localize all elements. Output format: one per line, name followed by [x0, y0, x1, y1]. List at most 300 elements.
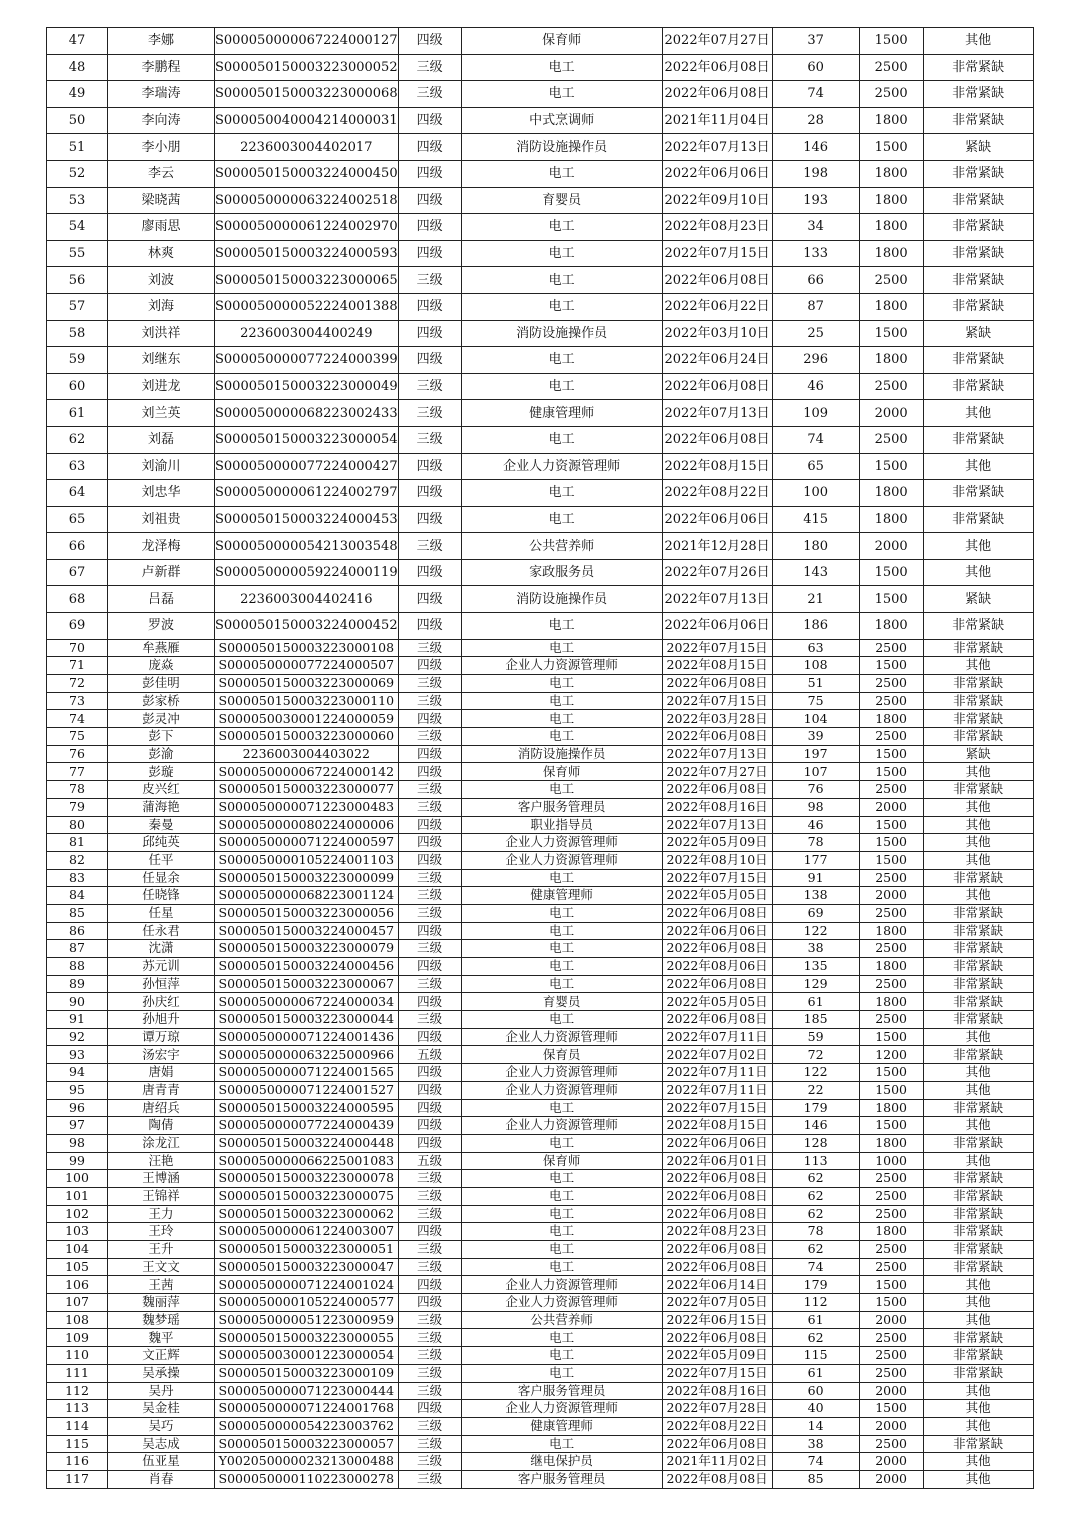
seq-cell: 90: [47, 993, 108, 1011]
count-cell: 72: [772, 1046, 859, 1064]
occupation-cell: 电工: [461, 267, 662, 294]
certificate-no-cell: S000050000067224000142: [215, 763, 399, 781]
count-cell: 78: [772, 834, 859, 852]
seq-cell: 87: [47, 940, 108, 958]
certificate-no-cell: S000050150003223000067: [215, 975, 399, 993]
level-cell: 四级: [398, 1134, 461, 1152]
certificate-no-cell: S000050000071224000597: [215, 834, 399, 852]
certificate-no-cell: S000050000061224003007: [215, 1223, 399, 1241]
count-cell: 66: [772, 267, 859, 294]
certificate-no-cell: S000050150003223000052: [215, 54, 399, 81]
date-cell: 2022年08月16日: [662, 798, 772, 816]
count-cell: 108: [772, 657, 859, 675]
count-cell: 107: [772, 763, 859, 781]
occupation-cell: 电工: [461, 426, 662, 453]
category-cell: 非常紧缺: [923, 426, 1033, 453]
date-cell: 2022年07月15日: [662, 869, 772, 887]
certificate-no-cell: S000050000063225000966: [215, 1046, 399, 1064]
category-cell: 非常紧缺: [923, 373, 1033, 400]
name-cell: 廖雨思: [108, 214, 215, 241]
count-cell: 28: [772, 107, 859, 134]
certificate-no-cell: S000050150003223000075: [215, 1187, 399, 1205]
name-cell: 任永君: [108, 922, 215, 940]
seq-cell: 49: [47, 81, 108, 108]
table-row: [47, 922, 1034, 940]
date-cell: 2022年06月14日: [662, 1276, 772, 1294]
count-cell: 25: [772, 320, 859, 347]
seq-cell: 114: [47, 1417, 108, 1435]
date-cell: 2022年07月15日: [662, 1364, 772, 1382]
level-cell: 四级: [398, 586, 461, 613]
seq-cell: 65: [47, 506, 108, 533]
name-cell: 任平: [108, 851, 215, 869]
name-cell: 刘渝川: [108, 453, 215, 480]
seq-cell: 77: [47, 763, 108, 781]
table-row: [47, 293, 1034, 320]
seq-cell: 84: [47, 887, 108, 905]
date-cell: 2022年06月08日: [662, 373, 772, 400]
level-cell: 三级: [398, 267, 461, 294]
name-cell: 王升: [108, 1241, 215, 1259]
table-row: [47, 834, 1034, 852]
certificate-no-cell: S000050000110223000278: [215, 1470, 399, 1488]
category-cell: 非常紧缺: [923, 54, 1033, 81]
date-cell: 2022年07月28日: [662, 1400, 772, 1418]
certificate-no-cell: S000050150003224000595: [215, 1099, 399, 1117]
count-cell: 74: [772, 1258, 859, 1276]
certificate-no-cell: S000050000067224000127: [215, 28, 399, 55]
date-cell: 2022年06月06日: [662, 160, 772, 187]
certificate-no-cell: S000050000071223000483: [215, 798, 399, 816]
name-cell: 皮兴红: [108, 781, 215, 799]
amount-cell: 2000: [859, 400, 923, 427]
certificate-no-cell: S000050150003223000060: [215, 728, 399, 746]
certificate-no-cell: S000050150003223000049: [215, 373, 399, 400]
certificate-no-cell: S000050000071224001436: [215, 1028, 399, 1046]
date-cell: 2022年08月08日: [662, 1470, 772, 1488]
name-cell: 彭璇: [108, 763, 215, 781]
count-cell: 69: [772, 904, 859, 922]
category-cell: 其他: [923, 1470, 1033, 1488]
amount-cell: 1800: [859, 710, 923, 728]
amount-cell: 2000: [859, 1417, 923, 1435]
certificate-no-cell: S000050000066225001083: [215, 1152, 399, 1170]
level-cell: 四级: [398, 958, 461, 976]
seq-cell: 47: [47, 28, 108, 55]
category-cell: 非常紧缺: [923, 347, 1033, 374]
category-cell: 其他: [923, 1294, 1033, 1312]
seq-cell: 102: [47, 1205, 108, 1223]
category-cell: 非常紧缺: [923, 214, 1033, 241]
count-cell: 133: [772, 240, 859, 267]
amount-cell: 1800: [859, 613, 923, 640]
name-cell: 林爽: [108, 240, 215, 267]
date-cell: 2022年07月11日: [662, 1081, 772, 1099]
certificate-no-cell: S000050150003223000055: [215, 1329, 399, 1347]
certificate-no-cell: S000050000071223000444: [215, 1382, 399, 1400]
name-cell: 彭家桥: [108, 692, 215, 710]
table-row: [47, 1081, 1034, 1099]
seq-cell: 92: [47, 1028, 108, 1046]
category-cell: 非常紧缺: [923, 639, 1033, 657]
amount-cell: 2500: [859, 426, 923, 453]
level-cell: 四级: [398, 240, 461, 267]
table-row: [47, 1241, 1034, 1259]
occupation-cell: 消防设施操作员: [461, 586, 662, 613]
level-cell: 四级: [398, 922, 461, 940]
date-cell: 2022年06月08日: [662, 54, 772, 81]
count-cell: 60: [772, 54, 859, 81]
count-cell: 112: [772, 1294, 859, 1312]
certificate-no-cell: 2236003004402416: [215, 586, 399, 613]
category-cell: 非常紧缺: [923, 1329, 1033, 1347]
certificate-no-cell: S000050150003223000062: [215, 1205, 399, 1223]
occupation-cell: 企业人力资源管理师: [461, 1081, 662, 1099]
category-cell: 紧缺: [923, 745, 1033, 763]
date-cell: 2022年07月13日: [662, 816, 772, 834]
occupation-cell: 电工: [461, 1258, 662, 1276]
amount-cell: 2500: [859, 1435, 923, 1453]
amount-cell: 2500: [859, 1205, 923, 1223]
seq-cell: 108: [47, 1311, 108, 1329]
table-row: [47, 1187, 1034, 1205]
date-cell: 2022年09月10日: [662, 187, 772, 214]
date-cell: 2022年06月08日: [662, 975, 772, 993]
date-cell: 2022年06月08日: [662, 1241, 772, 1259]
certificate-no-cell: S000050150003223000057: [215, 1435, 399, 1453]
occupation-cell: 电工: [461, 240, 662, 267]
certificate-no-cell: S000050000071224001024: [215, 1276, 399, 1294]
level-cell: 四级: [398, 745, 461, 763]
count-cell: 37: [772, 28, 859, 55]
table-body: [47, 28, 1034, 1489]
category-cell: 其他: [923, 798, 1033, 816]
certificate-no-cell: S000050000105224001103: [215, 851, 399, 869]
amount-cell: 2000: [859, 1453, 923, 1471]
occupation-cell: 保育师: [461, 28, 662, 55]
category-cell: 非常紧缺: [923, 1170, 1033, 1188]
level-cell: 五级: [398, 1152, 461, 1170]
name-cell: 唐青青: [108, 1081, 215, 1099]
certificate-no-cell: S000050000068223001124: [215, 887, 399, 905]
amount-cell: 1800: [859, 214, 923, 241]
amount-cell: 2500: [859, 373, 923, 400]
level-cell: 五级: [398, 1046, 461, 1064]
seq-cell: 103: [47, 1223, 108, 1241]
table-row: [47, 267, 1034, 294]
table-row: [47, 993, 1034, 1011]
level-cell: 三级: [398, 1453, 461, 1471]
count-cell: 60: [772, 1382, 859, 1400]
table-row: [47, 1117, 1034, 1135]
occupation-cell: 中式烹调师: [461, 107, 662, 134]
amount-cell: 1800: [859, 107, 923, 134]
occupation-cell: 客户服务管理员: [461, 1470, 662, 1488]
amount-cell: 2500: [859, 1011, 923, 1029]
amount-cell: 1500: [859, 851, 923, 869]
table-row: [47, 1364, 1034, 1382]
date-cell: 2022年08月22日: [662, 480, 772, 507]
occupation-cell: 企业人力资源管理师: [461, 851, 662, 869]
certificate-no-cell: S000050000059224000119: [215, 559, 399, 586]
occupation-cell: 保育师: [461, 1152, 662, 1170]
amount-cell: 1800: [859, 187, 923, 214]
category-cell: 紧缺: [923, 320, 1033, 347]
amount-cell: 1800: [859, 922, 923, 940]
category-cell: 其他: [923, 1400, 1033, 1418]
date-cell: 2022年07月13日: [662, 586, 772, 613]
seq-cell: 51: [47, 134, 108, 161]
level-cell: 四级: [398, 816, 461, 834]
date-cell: 2022年07月11日: [662, 1028, 772, 1046]
level-cell: 三级: [398, 692, 461, 710]
level-cell: 四级: [398, 480, 461, 507]
category-cell: 其他: [923, 1382, 1033, 1400]
date-cell: 2022年08月15日: [662, 657, 772, 675]
level-cell: 四级: [398, 559, 461, 586]
certificate-no-cell: S000050150003223000065: [215, 267, 399, 294]
amount-cell: 2500: [859, 1170, 923, 1188]
certificate-no-cell: S000050000077224000507: [215, 657, 399, 675]
count-cell: 63: [772, 639, 859, 657]
level-cell: 四级: [398, 763, 461, 781]
table-row: [47, 81, 1034, 108]
name-cell: 刘洪祥: [108, 320, 215, 347]
date-cell: 2022年06月06日: [662, 506, 772, 533]
occupation-cell: 企业人力资源管理师: [461, 1294, 662, 1312]
name-cell: 刘海: [108, 293, 215, 320]
level-cell: 四级: [398, 187, 461, 214]
occupation-cell: 电工: [461, 1347, 662, 1365]
table-row: [47, 1099, 1034, 1117]
count-cell: 100: [772, 480, 859, 507]
level-cell: 三级: [398, 869, 461, 887]
level-cell: 四级: [398, 1064, 461, 1082]
date-cell: 2022年06月08日: [662, 267, 772, 294]
seq-cell: 79: [47, 798, 108, 816]
count-cell: 129: [772, 975, 859, 993]
count-cell: 122: [772, 922, 859, 940]
table-row: [47, 692, 1034, 710]
name-cell: 刘兰英: [108, 400, 215, 427]
occupation-cell: 电工: [461, 710, 662, 728]
certificate-no-cell: S000050000071224001527: [215, 1081, 399, 1099]
category-cell: 非常紧缺: [923, 81, 1033, 108]
table-row: [47, 134, 1034, 161]
seq-cell: 113: [47, 1400, 108, 1418]
amount-cell: 1500: [859, 28, 923, 55]
amount-cell: 1500: [859, 134, 923, 161]
count-cell: 38: [772, 940, 859, 958]
seq-cell: 95: [47, 1081, 108, 1099]
amount-cell: 1500: [859, 1081, 923, 1099]
certificate-no-cell: S000050030001224000059: [215, 710, 399, 728]
amount-cell: 2500: [859, 267, 923, 294]
name-cell: 吴金桂: [108, 1400, 215, 1418]
level-cell: 三级: [398, 1011, 461, 1029]
name-cell: 任晓锋: [108, 887, 215, 905]
amount-cell: 2500: [859, 1364, 923, 1382]
table-row: [47, 887, 1034, 905]
count-cell: 59: [772, 1028, 859, 1046]
date-cell: 2022年06月08日: [662, 904, 772, 922]
occupation-cell: 电工: [461, 922, 662, 940]
occupation-cell: 电工: [461, 728, 662, 746]
level-cell: 四级: [398, 320, 461, 347]
amount-cell: 1000: [859, 1152, 923, 1170]
level-cell: 四级: [398, 1099, 461, 1117]
date-cell: 2022年05月09日: [662, 1347, 772, 1365]
level-cell: 三级: [398, 1187, 461, 1205]
seq-cell: 97: [47, 1117, 108, 1135]
count-cell: 21: [772, 586, 859, 613]
date-cell: 2022年07月02日: [662, 1046, 772, 1064]
count-cell: 185: [772, 1011, 859, 1029]
amount-cell: 1500: [859, 816, 923, 834]
amount-cell: 1500: [859, 834, 923, 852]
table-row: [47, 639, 1034, 657]
level-cell: 四级: [398, 1028, 461, 1046]
occupation-cell: 职业指导员: [461, 816, 662, 834]
certificate-no-cell: 2236003004402017: [215, 134, 399, 161]
level-cell: 四级: [398, 1294, 461, 1312]
level-cell: 四级: [398, 28, 461, 55]
table-row: [47, 1311, 1034, 1329]
seq-cell: 93: [47, 1046, 108, 1064]
certificate-no-cell: 2236003004400249: [215, 320, 399, 347]
table-row: [47, 107, 1034, 134]
name-cell: 李鹏程: [108, 54, 215, 81]
occupation-cell: 电工: [461, 506, 662, 533]
level-cell: 三级: [398, 728, 461, 746]
table-row: [47, 1064, 1034, 1082]
occupation-cell: 家政服务员: [461, 559, 662, 586]
table-row: [47, 710, 1034, 728]
table-row: [47, 559, 1034, 586]
certificate-no-cell: S000050000063224002518: [215, 187, 399, 214]
amount-cell: 1500: [859, 657, 923, 675]
name-cell: 吕磊: [108, 586, 215, 613]
table-row: [47, 958, 1034, 976]
category-cell: 非常紧缺: [923, 1258, 1033, 1276]
amount-cell: 1800: [859, 993, 923, 1011]
category-cell: 非常紧缺: [923, 958, 1033, 976]
date-cell: 2022年08月10日: [662, 851, 772, 869]
occupation-cell: 公共营养师: [461, 533, 662, 560]
occupation-cell: 企业人力资源管理师: [461, 1064, 662, 1082]
seq-cell: 56: [47, 267, 108, 294]
certificate-no-cell: S000050150003224000452: [215, 613, 399, 640]
category-cell: 其他: [923, 559, 1033, 586]
amount-cell: 2500: [859, 81, 923, 108]
seq-cell: 75: [47, 728, 108, 746]
seq-cell: 96: [47, 1099, 108, 1117]
name-cell: 汪艳: [108, 1152, 215, 1170]
count-cell: 296: [772, 347, 859, 374]
table-row: [47, 453, 1034, 480]
table-row: [47, 187, 1034, 214]
occupation-cell: 继电保护员: [461, 1453, 662, 1471]
category-cell: 非常紧缺: [923, 506, 1033, 533]
amount-cell: 2500: [859, 1329, 923, 1347]
occupation-cell: 企业人力资源管理师: [461, 834, 662, 852]
name-cell: 吴巧: [108, 1417, 215, 1435]
category-cell: 非常紧缺: [923, 869, 1033, 887]
count-cell: 197: [772, 745, 859, 763]
seq-cell: 83: [47, 869, 108, 887]
level-cell: 四级: [398, 851, 461, 869]
count-cell: 62: [772, 1205, 859, 1223]
level-cell: 三级: [398, 373, 461, 400]
date-cell: 2021年12月28日: [662, 533, 772, 560]
category-cell: 其他: [923, 1152, 1033, 1170]
amount-cell: 1800: [859, 160, 923, 187]
date-cell: 2022年07月15日: [662, 240, 772, 267]
category-cell: 非常紧缺: [923, 975, 1033, 993]
table-row: [47, 1276, 1034, 1294]
level-cell: 四级: [398, 1400, 461, 1418]
count-cell: 22: [772, 1081, 859, 1099]
occupation-cell: 电工: [461, 373, 662, 400]
seq-cell: 81: [47, 834, 108, 852]
amount-cell: 1800: [859, 240, 923, 267]
level-cell: 四级: [398, 107, 461, 134]
table-row: [47, 745, 1034, 763]
seq-cell: 111: [47, 1364, 108, 1382]
date-cell: 2022年07月15日: [662, 692, 772, 710]
count-cell: 135: [772, 958, 859, 976]
certificate-no-cell: S000050000071224001768: [215, 1400, 399, 1418]
table-row: [47, 1258, 1034, 1276]
amount-cell: 1800: [859, 1223, 923, 1241]
occupation-cell: 健康管理师: [461, 400, 662, 427]
table-row: [47, 400, 1034, 427]
seq-cell: 66: [47, 533, 108, 560]
name-cell: 魏梦瑶: [108, 1311, 215, 1329]
category-cell: 非常紧缺: [923, 1223, 1033, 1241]
seq-cell: 68: [47, 586, 108, 613]
amount-cell: 1800: [859, 958, 923, 976]
amount-cell: 2500: [859, 675, 923, 693]
seq-cell: 61: [47, 400, 108, 427]
count-cell: 143: [772, 559, 859, 586]
occupation-cell: 电工: [461, 692, 662, 710]
table-row: [47, 798, 1034, 816]
category-cell: 非常紧缺: [923, 613, 1033, 640]
name-cell: 沈潇: [108, 940, 215, 958]
occupation-cell: 电工: [461, 975, 662, 993]
name-cell: 牟燕雁: [108, 639, 215, 657]
occupation-cell: 电工: [461, 675, 662, 693]
date-cell: 2022年08月23日: [662, 214, 772, 241]
level-cell: 三级: [398, 1435, 461, 1453]
occupation-cell: 电工: [461, 214, 662, 241]
seq-cell: 48: [47, 54, 108, 81]
table-row: [47, 214, 1034, 241]
level-cell: 四级: [398, 993, 461, 1011]
level-cell: 三级: [398, 54, 461, 81]
table-row: [47, 320, 1034, 347]
name-cell: 刘磊: [108, 426, 215, 453]
seq-cell: 74: [47, 710, 108, 728]
occupation-cell: 电工: [461, 1435, 662, 1453]
occupation-cell: 电工: [461, 1205, 662, 1223]
category-cell: 其他: [923, 1453, 1033, 1471]
amount-cell: 1500: [859, 1028, 923, 1046]
level-cell: 三级: [398, 1470, 461, 1488]
occupation-cell: 电工: [461, 1223, 662, 1241]
level-cell: 三级: [398, 400, 461, 427]
